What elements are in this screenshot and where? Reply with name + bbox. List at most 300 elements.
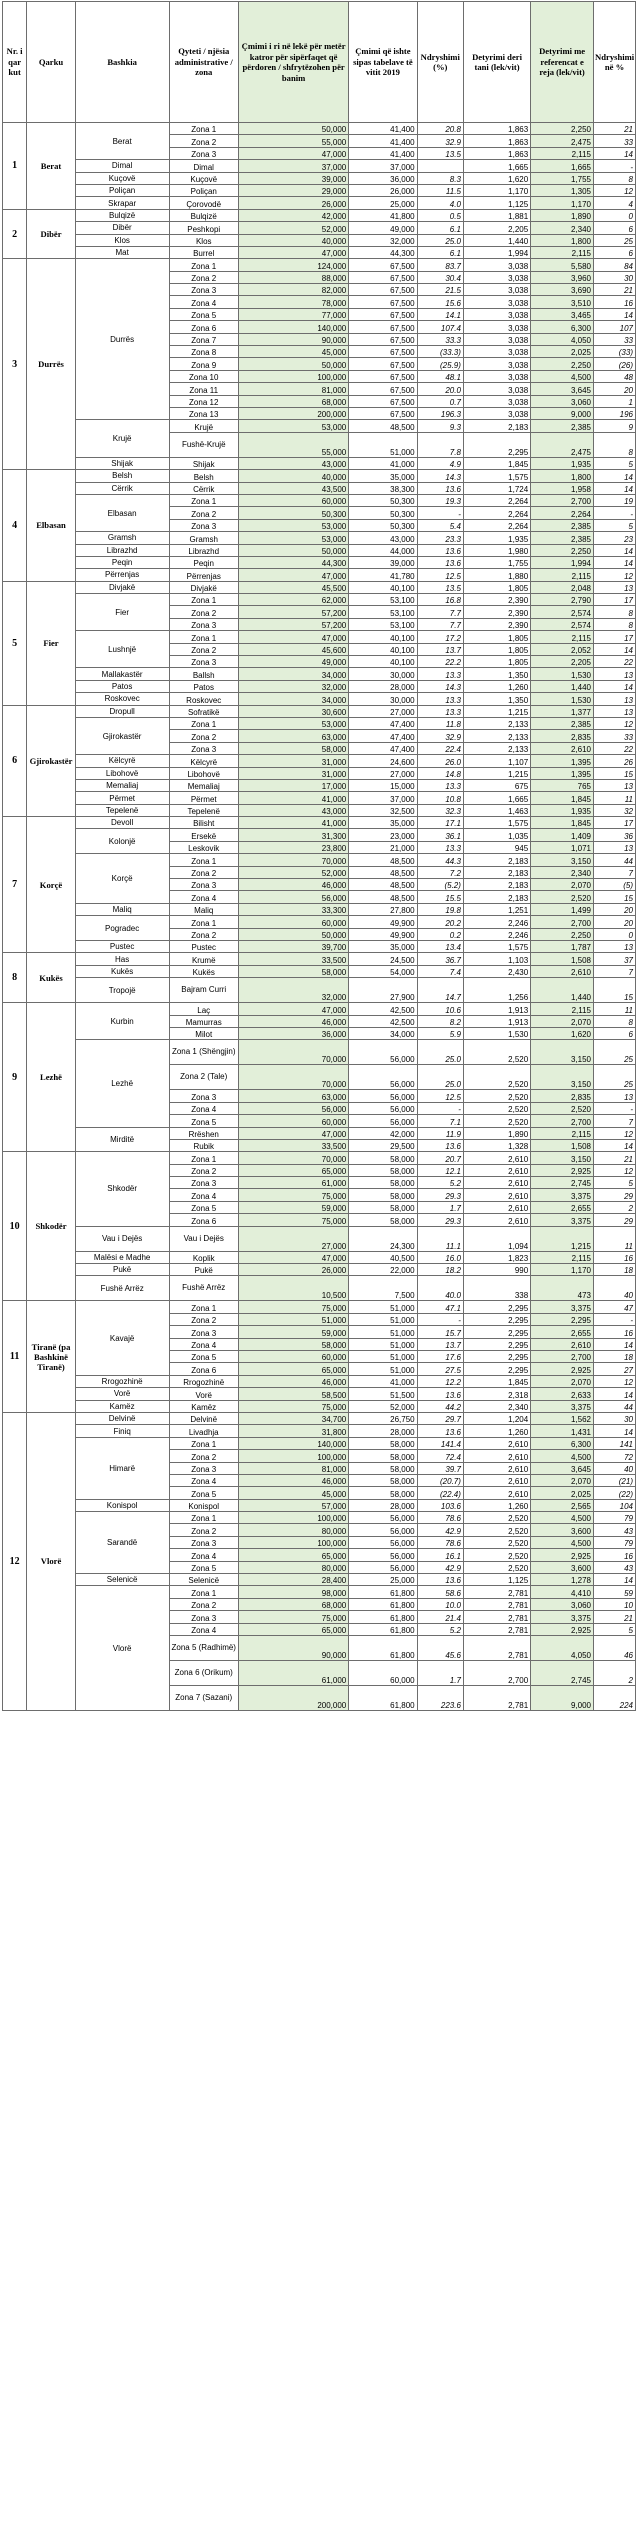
zone-name: Zona 12 xyxy=(169,395,238,407)
current-liability: 2,610 xyxy=(463,1487,530,1499)
header-cmimi-2019: Çmimi që ishte sipas tabelave të vitit 2019 xyxy=(349,2,417,123)
price-2019: 24,600 xyxy=(349,755,417,767)
table-row xyxy=(3,916,636,928)
change-pct: 13.3 xyxy=(417,693,463,705)
current-liability: 2,520 xyxy=(463,1536,530,1548)
new-liability: 4,500 xyxy=(531,1536,594,1548)
change-pct: 17.6 xyxy=(417,1350,463,1362)
change-pct: 11.5 xyxy=(417,184,463,196)
bashkia-name: Kuçovë xyxy=(75,172,169,184)
current-liability: 2,390 xyxy=(463,606,530,618)
price-2019: 42,500 xyxy=(349,1015,417,1027)
current-liability: 675 xyxy=(463,779,530,791)
current-liability: 3,038 xyxy=(463,259,530,271)
current-liability: 1,170 xyxy=(463,184,530,196)
new-liability: 1,499 xyxy=(531,903,594,915)
new-liability: 3,150 xyxy=(531,1152,594,1164)
new-price: 36,000 xyxy=(238,1027,348,1039)
change-rounded: 25 xyxy=(594,234,636,246)
zone-name: Gramsh xyxy=(169,532,238,544)
zone-name: Leskovik xyxy=(169,841,238,853)
new-price: 57,200 xyxy=(238,618,348,630)
new-price: 34,000 xyxy=(238,693,348,705)
zone-name: Zona 1 xyxy=(169,123,238,135)
new-price: 100,000 xyxy=(238,1512,348,1524)
new-liability: 1,431 xyxy=(531,1425,594,1437)
price-2019: 51,000 xyxy=(349,1326,417,1338)
change-rounded: 46 xyxy=(594,1635,636,1660)
new-liability: 3,060 xyxy=(531,395,594,407)
new-liability: 1,800 xyxy=(531,234,594,246)
table-row xyxy=(3,1512,636,1524)
change-rounded: 5 xyxy=(594,1623,636,1635)
current-liability: 1,107 xyxy=(463,755,530,767)
change-rounded: 14 xyxy=(594,643,636,655)
change-rounded: 17 xyxy=(594,817,636,829)
change-rounded: 22 xyxy=(594,656,636,668)
price-2019: 61,800 xyxy=(349,1635,417,1660)
new-liability: 2,340 xyxy=(531,222,594,234)
change-pct: 58.6 xyxy=(417,1586,463,1598)
price-2019: 27,000 xyxy=(349,767,417,779)
header-nr: Nr. i qar kut xyxy=(3,2,27,123)
change-pct: 5.2 xyxy=(417,1177,463,1189)
zone-name: Maliq xyxy=(169,903,238,915)
new-price: 53,000 xyxy=(238,717,348,729)
new-price: 98,000 xyxy=(238,1586,348,1598)
change-pct: - xyxy=(417,1102,463,1114)
zone-name: Cërrik xyxy=(169,482,238,494)
table-row xyxy=(3,1226,636,1251)
bashkia-name: Fier xyxy=(75,594,169,631)
bashkia-name: Poliçan xyxy=(75,184,169,196)
current-liability: 2,295 xyxy=(463,1326,530,1338)
zone-name: Zona 1 xyxy=(169,1512,238,1524)
change-rounded: 14 xyxy=(594,1574,636,1586)
change-pct: 14.7 xyxy=(417,978,463,1003)
qark-name: Fier xyxy=(27,581,76,705)
new-price: 52,000 xyxy=(238,222,348,234)
new-price: 60,000 xyxy=(238,916,348,928)
bashkia-name: Korçë xyxy=(75,854,169,904)
current-liability: 1,845 xyxy=(463,457,530,469)
new-liability: 1,935 xyxy=(531,457,594,469)
change-pct: 223.6 xyxy=(417,1685,463,1710)
table-row xyxy=(3,544,636,556)
zone-name: Zona 7 (Sazani) xyxy=(169,1685,238,1710)
new-price: 32,000 xyxy=(238,680,348,692)
price-2019: 47,400 xyxy=(349,730,417,742)
change-rounded: 19 xyxy=(594,494,636,506)
table-row xyxy=(3,1388,636,1400)
new-price: 55,000 xyxy=(238,135,348,147)
table-row xyxy=(3,804,636,816)
bashkia-name: Selenicë xyxy=(75,1574,169,1586)
change-rounded: 13 xyxy=(594,668,636,680)
header-qyteti: Qyteti / njësia administrative / zona xyxy=(169,2,238,123)
price-2019: 29,500 xyxy=(349,1139,417,1151)
new-liability: 3,645 xyxy=(531,383,594,395)
table-row xyxy=(3,494,636,506)
new-liability: 4,410 xyxy=(531,1586,594,1598)
new-price: 41,000 xyxy=(238,792,348,804)
new-liability: 2,295 xyxy=(531,1313,594,1325)
new-price: 78,000 xyxy=(238,296,348,308)
price-2019: 43,000 xyxy=(349,532,417,544)
new-price: 59,000 xyxy=(238,1326,348,1338)
bashkia-name: Dropull xyxy=(75,705,169,717)
new-price: 58,000 xyxy=(238,965,348,977)
new-price: 34,700 xyxy=(238,1412,348,1424)
new-liability: 2,385 xyxy=(531,519,594,531)
change-rounded: 13 xyxy=(594,1090,636,1102)
change-pct: 40.0 xyxy=(417,1276,463,1301)
change-rounded: 33 xyxy=(594,333,636,345)
change-pct: - xyxy=(417,1313,463,1325)
current-liability: 2,520 xyxy=(463,1090,530,1102)
new-liability: 3,150 xyxy=(531,854,594,866)
new-liability: 2,385 xyxy=(531,420,594,432)
change-rounded: (22) xyxy=(594,1487,636,1499)
change-pct: 36.7 xyxy=(417,953,463,965)
current-liability: 2,610 xyxy=(463,1474,530,1486)
new-liability: 1,845 xyxy=(531,817,594,829)
change-pct: 10.8 xyxy=(417,792,463,804)
price-2019: 67,500 xyxy=(349,383,417,395)
price-2019: 42,000 xyxy=(349,1127,417,1139)
price-2019: 58,000 xyxy=(349,1164,417,1176)
price-2019: 28,000 xyxy=(349,680,417,692)
price-2019: 49,900 xyxy=(349,928,417,940)
bashkia-name: Lezhë xyxy=(75,1040,169,1127)
current-liability: 2,264 xyxy=(463,494,530,506)
new-price: 28,400 xyxy=(238,1574,348,1586)
zone-name: Zona 2 xyxy=(169,1450,238,1462)
current-liability: 338 xyxy=(463,1276,530,1301)
table-row xyxy=(3,470,636,482)
new-liability: 2,070 xyxy=(531,1375,594,1387)
bashkia-name: Tropojë xyxy=(75,978,169,1003)
table-row xyxy=(3,717,636,729)
qark-name: Shkodër xyxy=(27,1152,76,1301)
qark-number: 1 xyxy=(3,123,27,210)
change-rounded: 8 xyxy=(594,172,636,184)
new-price: 75,000 xyxy=(238,1214,348,1226)
zone-name: Zona 6 xyxy=(169,1214,238,1226)
current-liability: 3,038 xyxy=(463,358,530,370)
change-pct: 13.6 xyxy=(417,482,463,494)
change-pct: 13.6 xyxy=(417,1425,463,1437)
new-liability: 2,700 xyxy=(531,916,594,928)
current-liability: 1,215 xyxy=(463,767,530,779)
price-2019: 53,100 xyxy=(349,594,417,606)
qark-number: 3 xyxy=(3,259,27,470)
change-pct: 8.3 xyxy=(417,172,463,184)
price-2019: 26,750 xyxy=(349,1412,417,1424)
change-rounded: 5 xyxy=(594,457,636,469)
current-liability: 1,805 xyxy=(463,656,530,668)
bashkia-name: Krujë xyxy=(75,420,169,457)
change-pct: 1.7 xyxy=(417,1201,463,1213)
price-2019: 67,500 xyxy=(349,346,417,358)
price-2019: 41,000 xyxy=(349,457,417,469)
new-liability: 2,655 xyxy=(531,1326,594,1338)
header-bashkia: Bashkia xyxy=(75,2,169,123)
new-price: 31,000 xyxy=(238,755,348,767)
bashkia-name: Mat xyxy=(75,246,169,258)
new-price: 61,000 xyxy=(238,1177,348,1189)
zone-name: Vau i Dejës xyxy=(169,1226,238,1251)
zone-name: Zona 2 xyxy=(169,1598,238,1610)
change-pct: 25.0 xyxy=(417,1040,463,1065)
bashkia-name: Has xyxy=(75,953,169,965)
change-rounded: - xyxy=(594,160,636,172)
zone-name: Zona 6 xyxy=(169,321,238,333)
zone-name: Zona 4 xyxy=(169,1189,238,1201)
qark-name: Elbasan xyxy=(27,470,76,582)
new-liability: 2,925 xyxy=(531,1623,594,1635)
zone-name: Zona 2 xyxy=(169,507,238,519)
bashkia-name: Kamëz xyxy=(75,1400,169,1412)
qark-number: 10 xyxy=(3,1152,27,1301)
change-rounded: (21) xyxy=(594,1474,636,1486)
price-2019: 51,000 xyxy=(349,432,417,457)
new-liability: 2,048 xyxy=(531,581,594,593)
new-price: 62,000 xyxy=(238,594,348,606)
change-pct: 78.6 xyxy=(417,1512,463,1524)
current-liability: 2,520 xyxy=(463,1524,530,1536)
change-rounded: 6 xyxy=(594,1027,636,1039)
price-2019: 21,000 xyxy=(349,841,417,853)
bashkia-name: Himarë xyxy=(75,1437,169,1499)
change-pct: 23.3 xyxy=(417,532,463,544)
change-pct: 0.5 xyxy=(417,209,463,221)
new-liability: 2,700 xyxy=(531,494,594,506)
new-liability: 1,787 xyxy=(531,941,594,953)
price-2019: 25,000 xyxy=(349,197,417,209)
zone-name: Zona 4 xyxy=(169,1102,238,1114)
table-row xyxy=(3,1301,636,1313)
zone-name: Vorë xyxy=(169,1388,238,1400)
change-rounded: 14 xyxy=(594,482,636,494)
current-liability: 2,295 xyxy=(463,1313,530,1325)
new-price: 26,000 xyxy=(238,197,348,209)
change-rounded: 44 xyxy=(594,1400,636,1412)
change-rounded: 12 xyxy=(594,1375,636,1387)
new-price: 53,000 xyxy=(238,532,348,544)
zone-name: Krumë xyxy=(169,953,238,965)
price-2019: 15,000 xyxy=(349,779,417,791)
change-pct: 13.7 xyxy=(417,1338,463,1350)
current-liability: 2,430 xyxy=(463,965,530,977)
current-liability: 1,724 xyxy=(463,482,530,494)
table-row xyxy=(3,420,636,432)
zone-name: Zona 3 xyxy=(169,618,238,630)
bashkia-name: Patos xyxy=(75,680,169,692)
new-liability: 4,500 xyxy=(531,1450,594,1462)
current-liability: 2,610 xyxy=(463,1450,530,1462)
change-rounded: 8 xyxy=(594,1015,636,1027)
table-row xyxy=(3,631,636,643)
current-liability: 2,295 xyxy=(463,1338,530,1350)
qark-number: 9 xyxy=(3,1003,27,1152)
new-liability: 4,050 xyxy=(531,1635,594,1660)
change-rounded: 13 xyxy=(594,581,636,593)
change-pct: 12.5 xyxy=(417,1090,463,1102)
price-2019: 58,000 xyxy=(349,1474,417,1486)
change-pct: 17.1 xyxy=(417,817,463,829)
change-rounded: 27 xyxy=(594,1363,636,1375)
new-liability: 1,170 xyxy=(531,1264,594,1276)
current-liability: 1,440 xyxy=(463,234,530,246)
new-liability: 4,050 xyxy=(531,333,594,345)
new-price: 37,000 xyxy=(238,160,348,172)
zone-name: Zona 3 xyxy=(169,1177,238,1189)
change-rounded: 18 xyxy=(594,1264,636,1276)
change-rounded: 12 xyxy=(594,569,636,581)
new-liability: 1,409 xyxy=(531,829,594,841)
zone-name: Zona 3 xyxy=(169,742,238,754)
current-liability: 3,038 xyxy=(463,395,530,407)
property-tax-table xyxy=(2,1,636,1711)
header-detyrimi-ref: Detyrimi me referencat e reja (lek/vit) xyxy=(531,2,594,123)
current-liability: 2,183 xyxy=(463,854,530,866)
table-row xyxy=(3,705,636,717)
current-liability: 1,260 xyxy=(463,680,530,692)
new-price: 41,000 xyxy=(238,817,348,829)
zone-name: Zona 5 xyxy=(169,1201,238,1213)
current-liability: 2,133 xyxy=(463,730,530,742)
new-liability: 2,205 xyxy=(531,656,594,668)
current-liability: 2,183 xyxy=(463,879,530,891)
bashkia-name: Libohovë xyxy=(75,767,169,779)
new-price: 45,500 xyxy=(238,581,348,593)
price-2019: 30,000 xyxy=(349,668,417,680)
change-pct: (20.7) xyxy=(417,1474,463,1486)
change-rounded: 5 xyxy=(594,1177,636,1189)
change-rounded: 21 xyxy=(594,1611,636,1623)
change-rounded: 2 xyxy=(594,1660,636,1685)
change-rounded: 14 xyxy=(594,1139,636,1151)
bashkia-name: Delvinë xyxy=(75,1412,169,1424)
bashkia-name: Elbasan xyxy=(75,494,169,531)
new-liability: 3,150 xyxy=(531,1040,594,1065)
change-pct: 7.7 xyxy=(417,606,463,618)
zone-name: Pukë xyxy=(169,1264,238,1276)
change-rounded: 20 xyxy=(594,903,636,915)
change-rounded: 21 xyxy=(594,1152,636,1164)
change-pct: 7.7 xyxy=(417,618,463,630)
new-liability: 3,060 xyxy=(531,1598,594,1610)
change-rounded: 25 xyxy=(594,1065,636,1090)
zone-name: Peshkopi xyxy=(169,222,238,234)
new-liability: 1,800 xyxy=(531,470,594,482)
price-2019: 35,000 xyxy=(349,817,417,829)
change-pct: 7.4 xyxy=(417,965,463,977)
change-rounded: 40 xyxy=(594,1276,636,1301)
new-liability: 2,790 xyxy=(531,594,594,606)
current-liability: 2,520 xyxy=(463,1512,530,1524)
new-price: 58,500 xyxy=(238,1388,348,1400)
table-row xyxy=(3,829,636,841)
change-rounded: 18 xyxy=(594,1350,636,1362)
zone-name: Zona 1 (Shëngjin) xyxy=(169,1040,238,1065)
current-liability: 1,094 xyxy=(463,1226,530,1251)
new-liability: 1,620 xyxy=(531,1027,594,1039)
price-2019: 26,000 xyxy=(349,184,417,196)
new-price: 40,000 xyxy=(238,234,348,246)
table-row xyxy=(3,222,636,234)
price-2019: 30,000 xyxy=(349,693,417,705)
change-pct: 13.6 xyxy=(417,556,463,568)
change-pct: 16.0 xyxy=(417,1251,463,1263)
price-2019: 28,000 xyxy=(349,1499,417,1511)
change-rounded: 59 xyxy=(594,1586,636,1598)
change-pct: 7.8 xyxy=(417,432,463,457)
zone-name: Fushë Arrëz xyxy=(169,1276,238,1301)
new-price: 44,300 xyxy=(238,556,348,568)
change-pct: 0.7 xyxy=(417,395,463,407)
zone-name: Tepelenë xyxy=(169,804,238,816)
price-2019: 67,500 xyxy=(349,407,417,419)
zone-name: Rubik xyxy=(169,1139,238,1151)
current-liability: 1,863 xyxy=(463,123,530,135)
change-pct: 32.3 xyxy=(417,804,463,816)
new-price: 55,000 xyxy=(238,432,348,457)
new-liability: 2,385 xyxy=(531,532,594,544)
table-row xyxy=(3,172,636,184)
zone-name: Laç xyxy=(169,1003,238,1015)
new-price: 47,000 xyxy=(238,631,348,643)
change-pct: 13.7 xyxy=(417,643,463,655)
header-qarku: Qarku xyxy=(27,2,76,123)
new-price: 46,000 xyxy=(238,879,348,891)
new-price: 61,000 xyxy=(238,1660,348,1685)
price-2019: 61,800 xyxy=(349,1685,417,1710)
new-liability: 1,395 xyxy=(531,755,594,767)
new-liability: 1,377 xyxy=(531,705,594,717)
bashkia-name: Sarandë xyxy=(75,1512,169,1574)
zone-name: Zona 1 xyxy=(169,854,238,866)
change-rounded: 12 xyxy=(594,717,636,729)
new-liability: 3,375 xyxy=(531,1189,594,1201)
change-pct: 44.2 xyxy=(417,1400,463,1412)
new-price: 100,000 xyxy=(238,1536,348,1548)
change-rounded: 11 xyxy=(594,1226,636,1251)
current-liability: 2,610 xyxy=(463,1189,530,1201)
zone-name: Zona 2 xyxy=(169,1164,238,1176)
zone-name: Selenicë xyxy=(169,1574,238,1586)
price-2019: 48,500 xyxy=(349,866,417,878)
bashkia-name: Mirditë xyxy=(75,1127,169,1152)
change-rounded: 0 xyxy=(594,928,636,940)
zone-name: Milot xyxy=(169,1027,238,1039)
new-liability: 1,530 xyxy=(531,693,594,705)
bashkia-name: Bulqizë xyxy=(75,209,169,221)
new-price: 42,000 xyxy=(238,209,348,221)
zone-name: Kuçovë xyxy=(169,172,238,184)
new-price: 47,000 xyxy=(238,1127,348,1139)
new-price: 70,000 xyxy=(238,1040,348,1065)
zone-name: Zona 4 xyxy=(169,1474,238,1486)
qark-name: Korçë xyxy=(27,817,76,953)
current-liability: 2,520 xyxy=(463,1102,530,1114)
price-2019: 67,500 xyxy=(349,333,417,345)
change-rounded: 13 xyxy=(594,779,636,791)
current-liability: 2,295 xyxy=(463,1301,530,1313)
change-pct: 9.3 xyxy=(417,420,463,432)
change-rounded: 104 xyxy=(594,1499,636,1511)
